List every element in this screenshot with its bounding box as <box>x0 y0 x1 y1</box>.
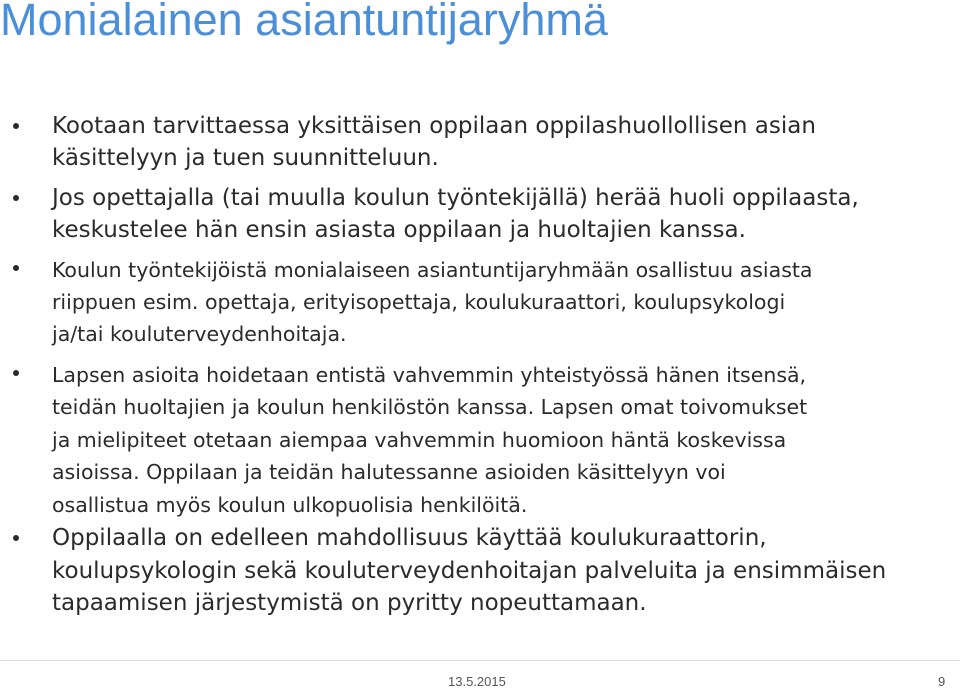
bullet-line: asioissa. Oppilaan ja teidän halutessanne asioiden käsittelyyn voi <box>52 460 726 485</box>
bullet-line: koulupsykologin sekä kouluterveydenhoitajan palveluita ja ensimmäisen <box>52 557 887 584</box>
bullet-dot-icon <box>13 370 19 376</box>
bullet-line: tapaamisen järjestymistä on pyritty nopeuttamaan. <box>52 590 647 617</box>
bullet-item <box>52 359 947 521</box>
footer-date: 13.5.2015 <box>448 674 506 689</box>
bullet-dot-icon <box>13 265 19 271</box>
bullet-item <box>52 522 947 620</box>
bullet-line: Lapsen asioita hoidetaan entistä vahvemmin yhteistyössä hänen itsensä, <box>52 363 807 387</box>
bullet-dot-icon <box>13 535 19 541</box>
bullet-dot-icon <box>13 123 19 129</box>
bullet-line: Koulun työntekijöistä monialaiseen asiantuntijaryhmään osallistuu asiasta <box>52 258 813 282</box>
bullet-item <box>52 110 947 174</box>
bullet-line: riippuen esim. opettaja, erityisopettaja, koulukuraattori, koulupsykologi <box>52 290 786 314</box>
bullet-line: teidän huoltajien ja koulun henkilöstön kanssa. Lapsen omat toivomukset <box>52 395 808 420</box>
bullet-line: Oppilaalla on edelleen mahdollisuus käyttää koulukuraattorin, <box>52 525 767 551</box>
bullet-dot-icon <box>13 195 19 201</box>
bullet-line: Jos opettajalla (tai muulla koulun työntekijällä) herää huoli oppilaasta, <box>52 185 859 211</box>
bullet-item <box>52 182 947 246</box>
slide-title: Monialainen asiantuntijaryhmä <box>0 0 608 45</box>
bullet-line: käsittelyyn ja tuen suunnitteluun. <box>52 145 439 171</box>
footer-divider <box>0 660 960 661</box>
bullet-line: keskustelee hän ensin asiasta oppilaan ja huoltajien kanssa. <box>52 217 746 243</box>
bullet-line: osallistua myös koulun ulkopuolisia henkilöitä. <box>52 492 528 517</box>
bullet-line: Kootaan tarvittaessa yksittäisen oppilaan oppilashuollollisen asian <box>52 113 816 139</box>
page-number: 9 <box>938 674 946 689</box>
bullet-line: ja mielipiteet otetaan aiempaa vahvemmin huomioon häntä koskevissa <box>52 427 787 452</box>
bullet-line: ja/tai kouluterveydenhoitaja. <box>52 322 347 346</box>
bullet-item <box>52 254 947 350</box>
